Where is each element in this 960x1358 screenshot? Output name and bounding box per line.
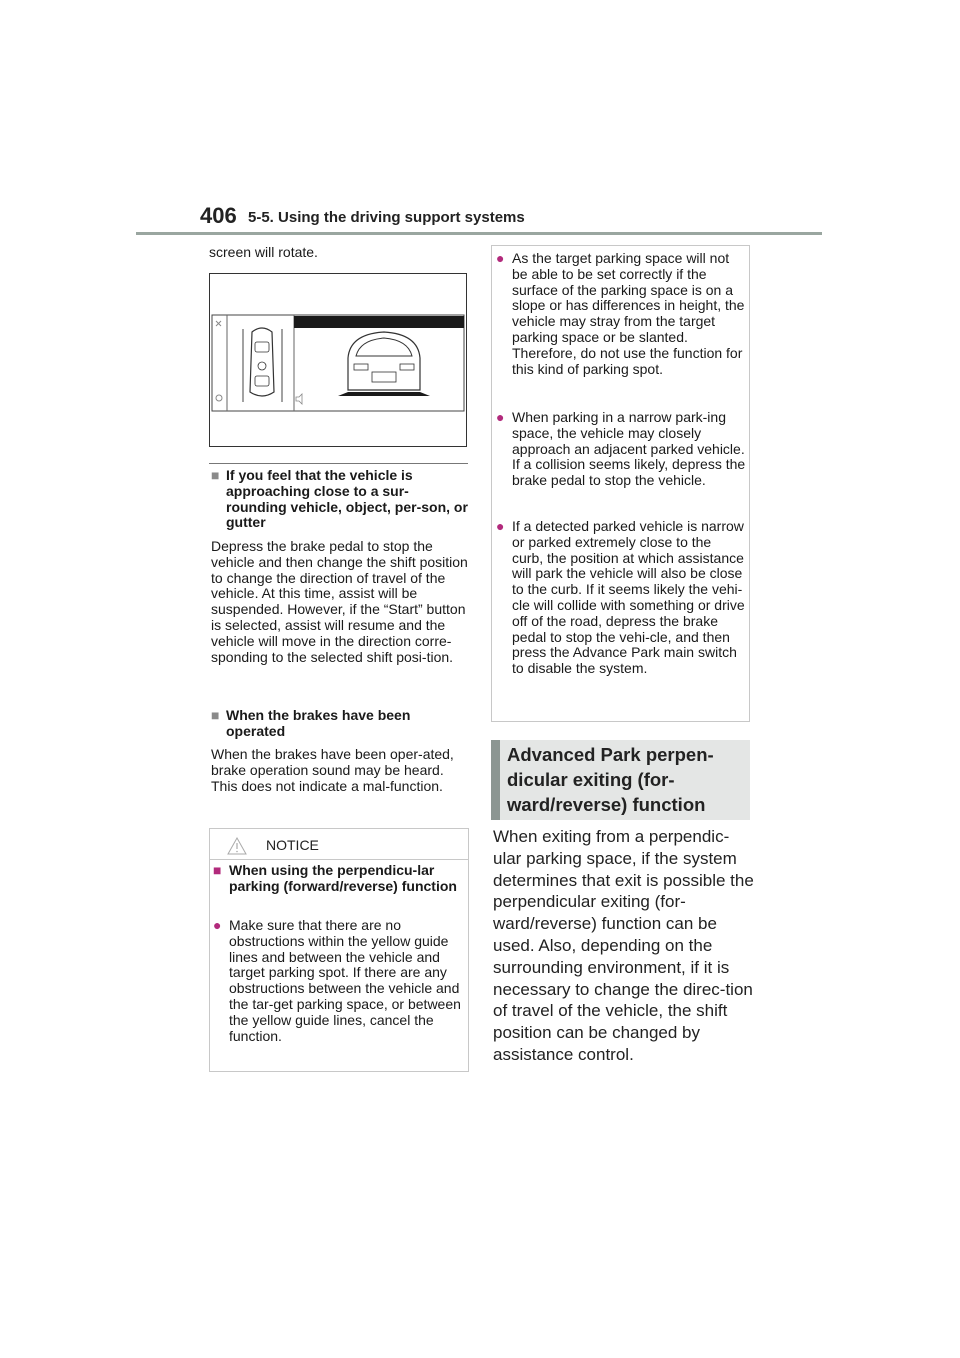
page-number: 406 <box>200 203 237 228</box>
list-item <box>496 410 746 489</box>
notice-header <box>210 829 468 860</box>
round-bullet-icon: ● <box>496 409 505 425</box>
round-bullet-icon: ● <box>496 250 505 266</box>
round-bullet-icon: ● <box>213 917 222 933</box>
section-heading-block <box>491 740 750 820</box>
section-divider <box>209 463 468 464</box>
notice-subheading <box>213 863 465 895</box>
lead-text: screen will rotate. <box>209 244 318 260</box>
notice-box <box>209 828 469 1072</box>
body-brakes: When the brakes have been oper-ated, brake operation sound may be heard. This does not indicate a mal-function. <box>211 746 454 794</box>
list-item-text: As the target parking space will not be able to be set correctly if the surface of the parking space is on a slope or has differences in height, the vehicle may stray from the target parking space or be slanted. Therefore, do not use the function for this kind of parking spot. <box>512 250 745 377</box>
round-bullet-icon: ● <box>496 518 505 534</box>
section-body: When exiting from a perpendic-ular parking space, if the system determines that exit is possible the perpendicular exiting (for-ward/reverse) function can be used. Also, depending on the surrounding environment, if it is necessary to change the direc-tion of travel of the vehicle, the shift position can be changed by assistance control. <box>493 827 754 1064</box>
header-rule <box>136 232 822 235</box>
list-item-text: When parking in a narrow park-ing space, the vehicle may closely approach an adjacent parked vehicle. If a collision seems likely, depress the brake pedal to stop the vehicle. <box>512 409 746 489</box>
caution-list-box <box>491 245 750 722</box>
square-bullet-icon: ■ <box>211 707 220 723</box>
square-bullet-icon: ■ <box>213 862 222 878</box>
chapter-header: 5-5. Using the driving support systems <box>248 209 525 226</box>
body-approaching: Depress the brake pedal to stop the vehicle and then change the shift position to change the direction of travel of the vehicle. At this time, assist will be suspended. However, if the “Start” button is selected, assist will resume and the vehicle will move in the direction corre-sponding to the selected shift posi-tion. <box>211 538 468 665</box>
list-item <box>496 519 746 677</box>
subheading-text: When the brakes have been operated <box>226 707 411 739</box>
section-accent-bar <box>491 740 500 820</box>
list-item-text: If a detected parked vehicle is narrow or parked extremely close to the curb, the position at which assistance will park the vehicle will also be close to the curb. If it seems likely the vehi-cle will collide with something or drive off of the road, depress the brake pedal to stop the vehi-cle, and then press the Advance Park main switch to disable the system. <box>512 518 745 677</box>
warning-triangle-icon <box>227 837 247 855</box>
section-title: Advanced Park perpen-dicular exiting (for-ward/reverse) function <box>507 744 714 815</box>
notice-item <box>213 918 463 1044</box>
list-item <box>496 251 746 377</box>
subheading-brakes <box>211 708 469 740</box>
square-bullet-icon: ■ <box>211 467 220 483</box>
notice-item-text: Make sure that there are no obstructions within the yellow guide lines and between the vehicle and target parking spot. If there are any obstructions between the vehicle and the tar-get parking space, or between the yellow guide lines, cancel the function. <box>229 917 461 1044</box>
screen-illustration <box>209 273 467 447</box>
notice-title: NOTICE <box>266 837 319 853</box>
subheading-text: If you feel that the vehicle is approaching close to a sur-rounding vehicle, object, per-son, or gutter <box>226 467 468 531</box>
notice-subheading-text: When using the perpendicu-lar parking (forward/reverse) function <box>229 862 457 894</box>
subheading-approaching <box>211 468 469 531</box>
